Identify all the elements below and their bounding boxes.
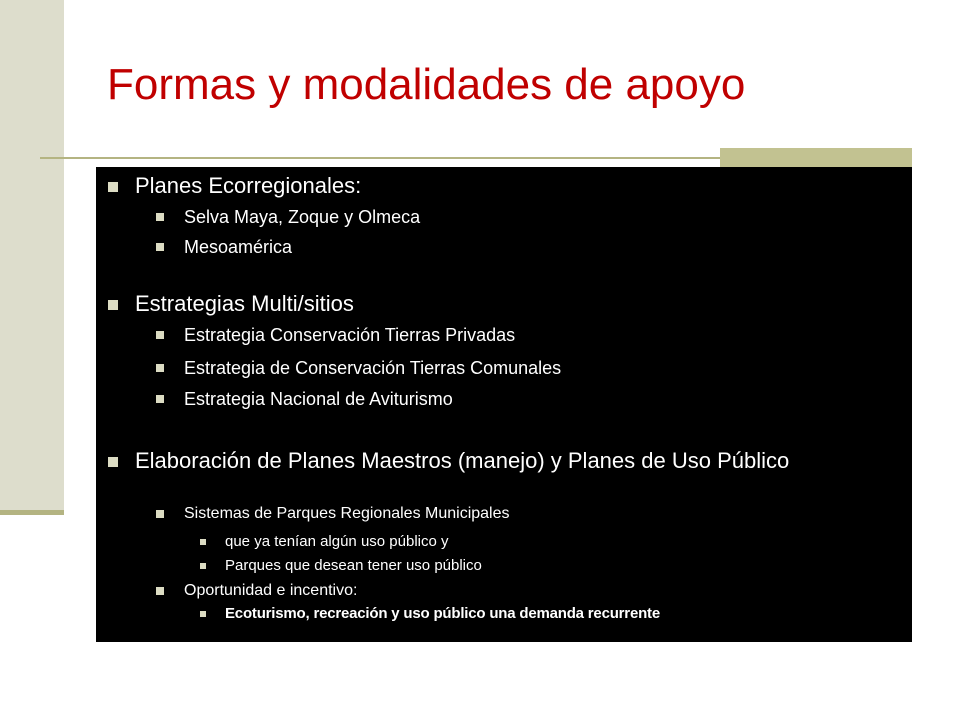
bullet-icon xyxy=(200,563,206,569)
list-item-label: Sistemas de Parques Regionales Municipales xyxy=(184,505,510,522)
list-item xyxy=(108,448,878,473)
side-decor-bar-edge xyxy=(0,510,64,515)
list-item xyxy=(156,390,876,408)
list-item-label: Estrategia Conservación Tierras Privadas xyxy=(184,325,516,345)
accent-block xyxy=(720,148,912,168)
bullet-icon xyxy=(156,587,164,595)
bullet-icon xyxy=(108,457,118,467)
bullet-icon xyxy=(108,182,118,192)
slide-title: Formas y modalidades de apoyo xyxy=(107,60,746,109)
list-item-label: Selva Maya, Zoque y Olmeca xyxy=(184,207,421,227)
list-item-label: que ya tenían algún uso público y xyxy=(225,533,449,550)
section-heading: Elaboración de Planes Maestros (manejo) y Planes de Uso Público xyxy=(135,448,790,473)
bullet-icon xyxy=(156,364,164,372)
list-item xyxy=(200,558,890,574)
bullet-icon xyxy=(156,395,164,403)
list-item xyxy=(156,505,876,523)
list-item-label: Parques que desean tener uso público xyxy=(225,557,482,574)
side-decor-bar xyxy=(0,0,64,512)
list-item-label: Ecoturismo, recreación y uso público una demanda recurrente xyxy=(225,605,660,622)
list-item-label: Oportunidad e incentivo: xyxy=(184,582,358,599)
list-item xyxy=(156,359,876,377)
section-heading: Estrategias Multi/sitios xyxy=(135,291,354,316)
list-item xyxy=(108,173,878,198)
content-box xyxy=(96,167,912,642)
list-item xyxy=(156,208,876,226)
bullet-icon xyxy=(156,243,164,251)
list-item xyxy=(200,534,890,550)
bullet-icon xyxy=(156,331,164,339)
bullet-icon xyxy=(108,300,118,310)
list-item xyxy=(200,606,890,622)
list-item-label: Mesoamérica xyxy=(184,237,293,257)
list-item xyxy=(108,291,878,316)
list-item-label: Estrategia de Conservación Tierras Comunales xyxy=(184,358,562,378)
bullet-icon xyxy=(200,611,206,617)
bullet-icon xyxy=(200,539,206,545)
list-item xyxy=(156,326,876,344)
section-heading: Planes Ecorregionales: xyxy=(135,173,362,198)
list-item-label: Estrategia Nacional de Aviturismo xyxy=(184,389,453,409)
bullet-icon xyxy=(156,510,164,518)
bullet-icon xyxy=(156,213,164,221)
list-item xyxy=(156,582,876,600)
list-item xyxy=(156,238,876,256)
